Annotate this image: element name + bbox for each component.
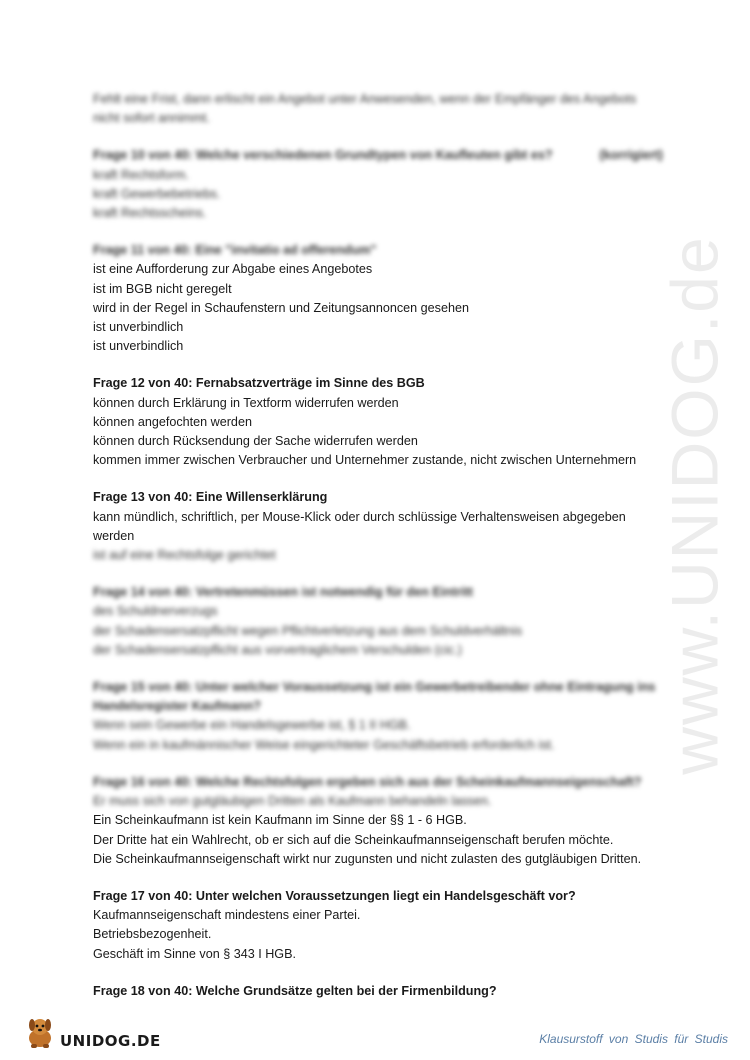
question-block-10 bbox=[93, 146, 663, 223]
answer: ist im BGB nicht geregelt bbox=[93, 281, 232, 296]
question-title: Frage 15 von 40: Unter welcher Voraussetzung ist ein Gewerbetreibender ohne Eintragung ins Handelsregister Kaufmann? bbox=[93, 680, 656, 714]
question-title: Frage 14 von 40: Vertretenmüssen ist notwendig für den Eintritt bbox=[93, 585, 473, 600]
question-block-16 bbox=[93, 773, 663, 869]
question-title: Frage 12 von 40: Fernabsatzverträge im Sinne des BGB bbox=[93, 376, 425, 391]
status-tag: (korrigiert) bbox=[599, 148, 663, 163]
question-title: Frage 13 von 40: Eine Willenserklärung bbox=[93, 490, 328, 505]
answer: können durch Rücksendung der Sache widerrufen werden bbox=[93, 434, 418, 449]
answer: ist auf eine Rechtsfolge gerichtet bbox=[93, 548, 276, 563]
answer: kraft Rechtsform. bbox=[93, 167, 189, 182]
answer: Geschäft im Sinne von § 343 I HGB. bbox=[93, 946, 297, 961]
answer: ist eine Aufforderung zur Abgabe eines Angebotes bbox=[93, 262, 373, 277]
logo-text: UNIDOG.DE bbox=[60, 1031, 161, 1050]
answer: Wenn sein Gewerbe ein Handelsgewerbe ist, § 1 II HGB. bbox=[93, 718, 411, 733]
question-block-15 bbox=[93, 678, 663, 755]
answer: Kaufmannseigenschaft mindestens einer Partei. bbox=[93, 908, 361, 923]
page-footer bbox=[0, 1010, 750, 1060]
footer-tagline: Klausurstoff von Studis für Studis bbox=[539, 1032, 728, 1046]
answer: können durch Erklärung in Textform widerrufen werden bbox=[93, 395, 399, 410]
answer: Ein Scheinkaufmann ist kein Kaufmann im Sinne der §§ 1 - 6 HGB. bbox=[93, 813, 467, 828]
question-title: Frage 17 von 40: Unter welchen Voraussetzungen liegt ein Handelsgeschäft vor? bbox=[93, 888, 576, 903]
answer: wird in der Regel in Schaufenstern und Zeitungsannoncen gesehen bbox=[93, 300, 469, 315]
intro-paragraph bbox=[93, 90, 663, 128]
question-content bbox=[93, 90, 663, 1019]
watermark-text: www.UNIDOG.de bbox=[658, 235, 732, 775]
question-block-13 bbox=[93, 488, 663, 565]
answer: ist unverbindlich bbox=[93, 320, 184, 335]
question-block-12 bbox=[93, 374, 663, 470]
answer: kraft Gewerbebetriebs. bbox=[93, 186, 221, 201]
answer: Die Scheinkaufmannseigenschaft wirkt nur zugunsten und nicht zulasten des gutgläubigen Dritten. bbox=[93, 851, 642, 866]
question-title: Frage 18 von 40: Welche Grundsätze gelten bei der Firmenbildung? bbox=[93, 983, 497, 998]
question-title: Frage 11 von 40: Eine "invitatio ad offerendum" bbox=[93, 243, 377, 258]
dog-mascot-icon bbox=[22, 1014, 58, 1055]
question-block-17 bbox=[93, 887, 663, 964]
intro-text: Fehlt eine Frist, dann erlischt ein Angebot unter Anwesenden, wenn der Empfänger des Angebots nicht sofort annimmt. bbox=[93, 92, 637, 126]
question-title: Frage 16 von 40: Welche Rechtsfolgen ergeben sich aus der Scheinkaufmannseigenschaft? bbox=[93, 774, 642, 789]
answer: Wenn ein in kaufmännischer Weise eingerichteter Geschäftsbetrieb erforderlich ist. bbox=[93, 737, 555, 752]
question-block-14 bbox=[93, 583, 663, 660]
answer: des Schuldnerverzugs bbox=[93, 604, 218, 619]
answer: ist unverbindlich bbox=[93, 339, 184, 354]
answer: kann mündlich, schriftlich, per Mouse-Klick oder durch schlüssige Verhaltensweisen abgegeben werden bbox=[93, 509, 626, 543]
answer: Betriebsbezogenheit. bbox=[93, 927, 212, 942]
answer: der Schadensersatzpflicht aus vorvertraglichem Verschulden (cic.) bbox=[93, 642, 462, 657]
question-title: Frage 10 von 40: Welche verschiedenen Grundtypen von Kaufleuten gibt es? bbox=[93, 148, 553, 163]
answer: kommen immer zwischen Verbraucher und Unternehmer zustande, nicht zwischen Unternehmern bbox=[93, 453, 637, 468]
answer: kraft Rechtsscheins. bbox=[93, 206, 207, 221]
answer: Er muss sich von gutgläubigen Dritten als Kaufmann behandeln lassen. bbox=[93, 794, 492, 809]
answer: können angefochten werden bbox=[93, 414, 252, 429]
question-block-11 bbox=[93, 241, 663, 356]
answer: der Schadensersatzpflicht wegen Pflichtverletzung aus dem Schuldverhältnis bbox=[93, 623, 523, 638]
answer: Der Dritte hat ein Wahlrecht, ob er sich auf die Scheinkaufmannseigenschaft berufen möchte. bbox=[93, 832, 614, 847]
question-block-18 bbox=[93, 982, 663, 1001]
unidog-logo-link[interactable] bbox=[22, 1014, 161, 1055]
